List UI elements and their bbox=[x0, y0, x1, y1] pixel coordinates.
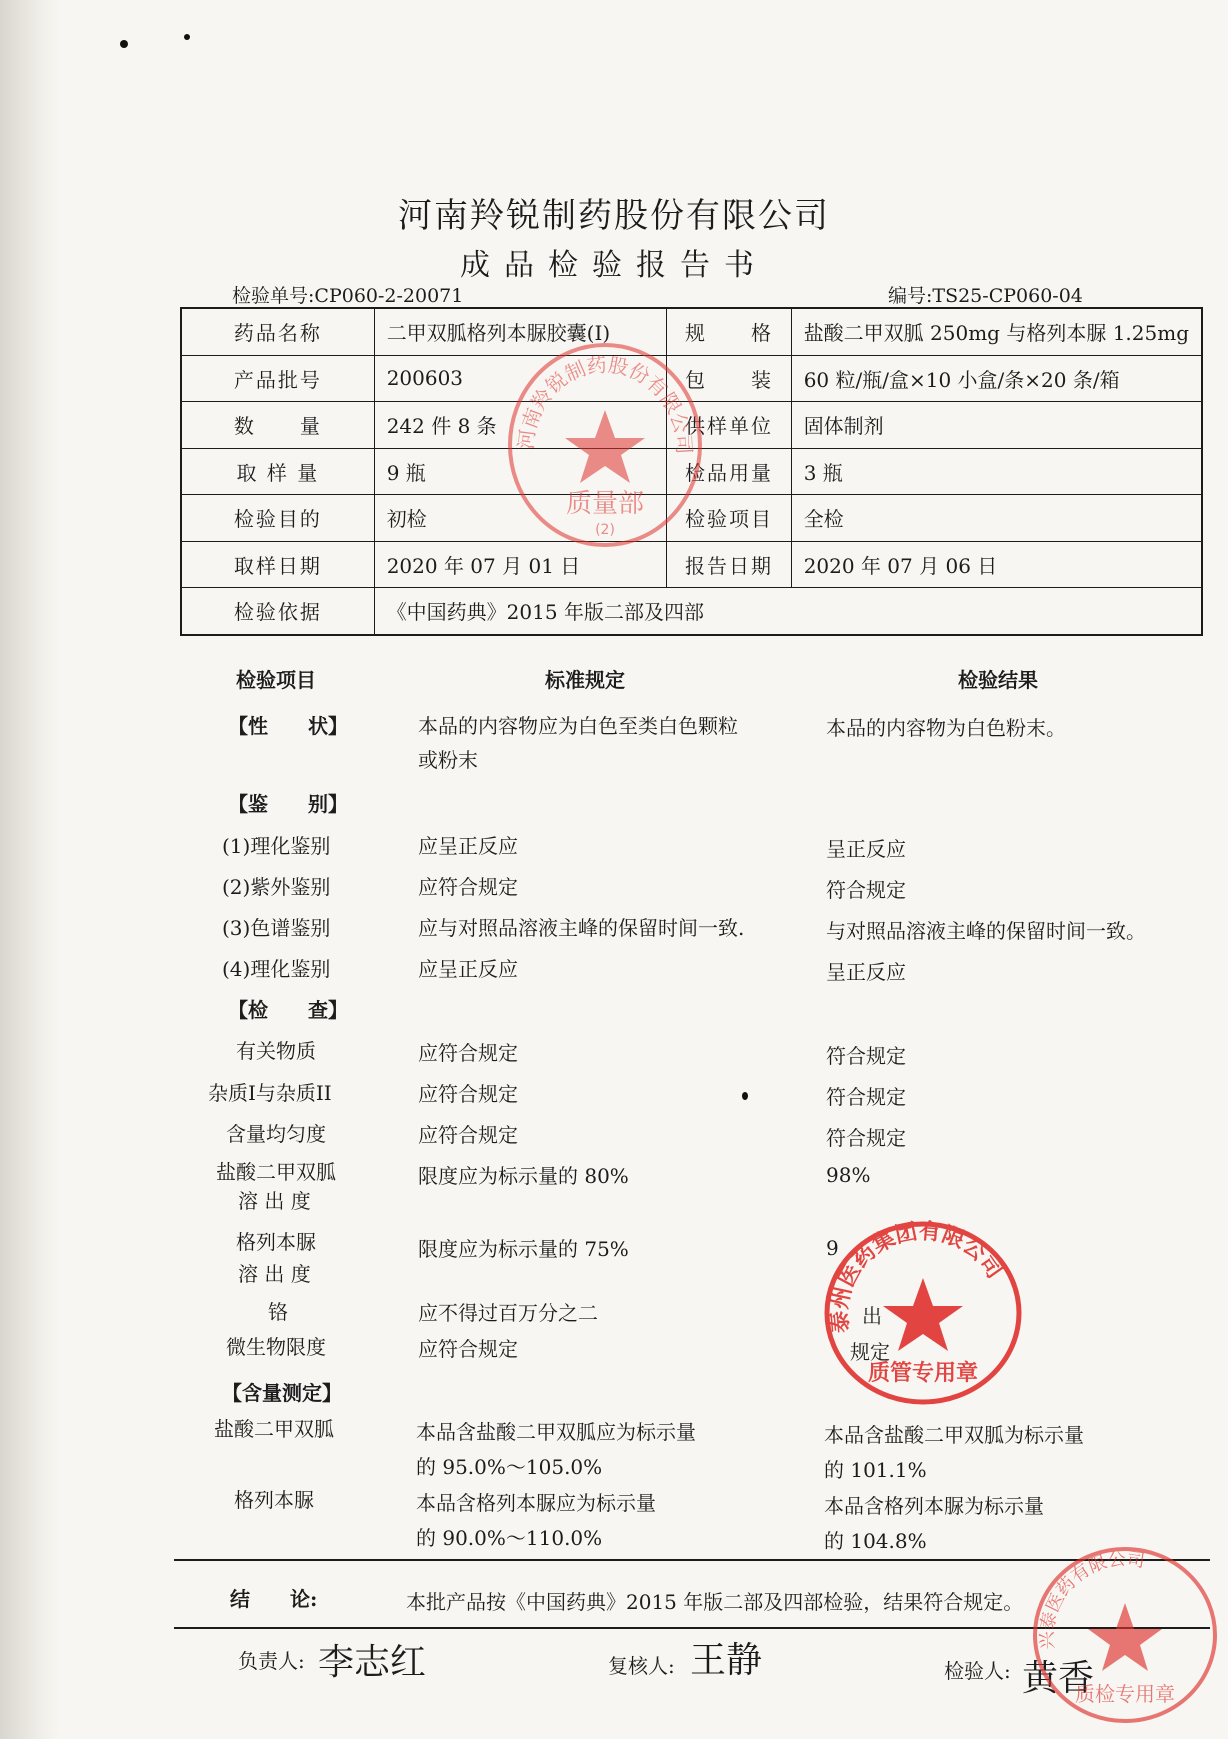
ex5-result: 9 bbox=[826, 1236, 839, 1260]
id1-result: 呈正反应 bbox=[826, 837, 906, 861]
as1-item: 盐酸二甲双胍 bbox=[214, 1417, 334, 1441]
reviewer-signature: 王静 bbox=[690, 1640, 763, 1681]
ex6-standard: 应不得过百万分之二 bbox=[418, 1301, 598, 1325]
value-sample-qty: 9 瓶 bbox=[374, 448, 667, 495]
label-test-qty: 检品用量 bbox=[667, 448, 791, 495]
ex2-result: 符合规定 bbox=[826, 1085, 906, 1109]
ex2-standard: 应符合规定 bbox=[418, 1082, 518, 1106]
speck bbox=[184, 34, 190, 40]
section-identification: 【鉴 别】 bbox=[228, 792, 348, 816]
report-title: 成品检验报告书 bbox=[460, 248, 768, 283]
label-basis: 检验依据 bbox=[181, 588, 374, 635]
ex5-item-2: 溶 出 度 bbox=[238, 1262, 311, 1286]
ex7-item: 微生物限度 bbox=[226, 1335, 326, 1359]
id4-standard: 应呈正反应 bbox=[418, 957, 518, 981]
value-quantity: 242 件 8 条 bbox=[374, 402, 667, 449]
ex1-standard: 应符合规定 bbox=[418, 1041, 518, 1065]
ex5-standard: 限度应为标示量的 75% bbox=[418, 1237, 629, 1261]
as1-result-2: 的 101.1% bbox=[824, 1458, 927, 1482]
ex4-standard: 限度应为标示量的 80% bbox=[418, 1164, 629, 1188]
section-appearance: 【性 状】 bbox=[228, 714, 348, 738]
ex2-item: 杂质I与杂质II bbox=[208, 1081, 332, 1105]
value-report-date: 2020 年 07 月 06 日 bbox=[791, 541, 1202, 588]
speck bbox=[120, 40, 128, 48]
value-batch: 200603 bbox=[374, 355, 667, 402]
section-assay: 【含量测定】 bbox=[222, 1381, 342, 1405]
id1-standard: 应呈正反应 bbox=[418, 834, 518, 858]
value-drug-name: 二甲双胍格列本脲胶囊(Ⅰ) bbox=[374, 308, 667, 355]
id3-result: 与对照品溶液主峰的保留时间一致。 bbox=[826, 919, 1146, 943]
ex3-item: 含量均匀度 bbox=[226, 1122, 326, 1146]
ex4-item-2: 溶 出 度 bbox=[238, 1189, 311, 1213]
id4-item: (4)理化鉴别 bbox=[222, 957, 331, 981]
table-row bbox=[181, 588, 1202, 635]
value-spec: 盐酸二甲双胍 250mg 与格列本脲 1.25mg bbox=[791, 308, 1202, 355]
code-no: 编号:TS25-CP060-04 bbox=[888, 285, 1083, 307]
header-item: 检验项目 bbox=[236, 668, 316, 692]
value-items: 全检 bbox=[791, 495, 1202, 542]
appearance-result: 本品的内容物为白色粉末。 bbox=[826, 716, 1066, 740]
id3-item: (3)色谱鉴别 bbox=[222, 916, 331, 940]
conclusion-label: 结 论: bbox=[230, 1587, 318, 1611]
as2-standard-2: 的 90.0%～110.0% bbox=[416, 1526, 603, 1550]
label-sample-date: 取样日期 bbox=[181, 541, 374, 588]
label-sample-qty: 取 样 量 bbox=[181, 448, 374, 495]
ex7-result: 规定 bbox=[850, 1340, 890, 1364]
inspection-no: 检验单号:CP060-2-20071 bbox=[232, 285, 464, 307]
as2-standard-1: 本品含格列本脲应为标示量 bbox=[416, 1491, 656, 1515]
label-batch: 产品批号 bbox=[181, 355, 374, 402]
speck bbox=[742, 1092, 748, 1100]
stamp1-center-text: 质量部 bbox=[565, 489, 645, 519]
ex1-result: 符合规定 bbox=[826, 1044, 906, 1068]
label-package: 包 装 bbox=[667, 355, 791, 402]
ex4-item-1: 盐酸二甲双胍 bbox=[216, 1160, 336, 1184]
inspector-label: 检验人: bbox=[944, 1659, 1011, 1683]
id3-standard: 应与对照品溶液主峰的保留时间一致. bbox=[418, 916, 745, 940]
as1-standard-2: 的 95.0%～105.0% bbox=[416, 1455, 603, 1479]
conclusion-text: 本批产品按《中国药典》2015 年版二部及四部检验，结果符合规定。 bbox=[406, 1590, 1024, 1614]
inspector-signature: 黄香 bbox=[1022, 1658, 1095, 1699]
value-supplier: 固体制剂 bbox=[791, 402, 1202, 449]
label-purpose: 检验目的 bbox=[181, 495, 374, 542]
header-standard: 标准规定 bbox=[545, 668, 625, 692]
value-basis: 《中国药典》2015 年版二部及四部 bbox=[374, 588, 1202, 635]
stamp1-number: (2) bbox=[595, 522, 615, 538]
id2-item: (2)紫外鉴别 bbox=[222, 875, 331, 899]
inspection-seal-stamp bbox=[1030, 1545, 1220, 1725]
value-test-qty: 3 瓶 bbox=[791, 448, 1202, 495]
ex5-item-1: 格列本脲 bbox=[236, 1230, 316, 1254]
quality-dept-stamp bbox=[505, 340, 705, 550]
ex6-result: 出 bbox=[862, 1304, 882, 1328]
ex6-item: 铬 bbox=[268, 1300, 288, 1324]
as1-standard-1: 本品含盐酸二甲双胍应为标示量 bbox=[416, 1420, 696, 1444]
value-sample-date: 2020 年 07 月 01 日 bbox=[374, 541, 667, 588]
id1-item: (1)理化鉴别 bbox=[222, 834, 331, 858]
company-title: 河南羚锐制药股份有限公司 bbox=[398, 196, 830, 236]
as2-item: 格列本脲 bbox=[234, 1488, 314, 1512]
responsible-label: 负责人: bbox=[238, 1649, 305, 1673]
value-package: 60 粒/瓶/盒×10 小盒/条×20 条/箱 bbox=[791, 355, 1202, 402]
ex1-item: 有关物质 bbox=[236, 1039, 316, 1063]
as1-result-1: 本品含盐酸二甲双胍为标示量 bbox=[824, 1423, 1084, 1447]
qc-seal-stamp bbox=[823, 1220, 1023, 1406]
label-quantity: 数 量 bbox=[181, 402, 374, 449]
section-examination: 【检 查】 bbox=[228, 998, 348, 1022]
label-supplier: 供样单位 bbox=[667, 402, 791, 449]
label-items: 检验项目 bbox=[667, 495, 791, 542]
id2-result: 符合规定 bbox=[826, 878, 906, 902]
label-spec: 规 格 bbox=[667, 308, 791, 355]
value-purpose: 初检 bbox=[374, 495, 667, 542]
ex3-result: 符合规定 bbox=[826, 1126, 906, 1150]
label-drug-name: 药品名称 bbox=[181, 308, 374, 355]
ex7-standard: 应符合规定 bbox=[418, 1337, 518, 1361]
header-result: 检验结果 bbox=[958, 668, 1038, 692]
ex4-result: 98% bbox=[826, 1163, 871, 1187]
id2-standard: 应符合规定 bbox=[418, 875, 518, 899]
as2-result-1: 本品含格列本脲为标示量 bbox=[824, 1494, 1044, 1518]
reviewer-label: 复核人: bbox=[608, 1654, 675, 1678]
stamp3-center-text: 质检专用章 bbox=[1075, 1682, 1175, 1706]
stamp3-ring-text: 兴泰医药有限公司 bbox=[1036, 1548, 1147, 1650]
label-report-date: 报告日期 bbox=[667, 541, 791, 588]
id4-result: 呈正反应 bbox=[826, 960, 906, 984]
as2-result-2: 的 104.8% bbox=[824, 1529, 927, 1553]
stamp1-ring-text: 河南羚锐制药股份有限公司 bbox=[513, 352, 697, 456]
stamp2-ring-text: 泰州医药集团有限公司 bbox=[827, 1220, 1007, 1334]
appearance-standard-1: 本品的内容物应为白色至类白色颗粒 bbox=[418, 714, 738, 738]
ex3-standard: 应符合规定 bbox=[418, 1123, 518, 1147]
stamp2-center-text: 质管专用章 bbox=[867, 1361, 979, 1386]
appearance-standard-2: 或粉末 bbox=[418, 748, 478, 772]
responsible-signature: 李志红 bbox=[318, 1642, 427, 1683]
